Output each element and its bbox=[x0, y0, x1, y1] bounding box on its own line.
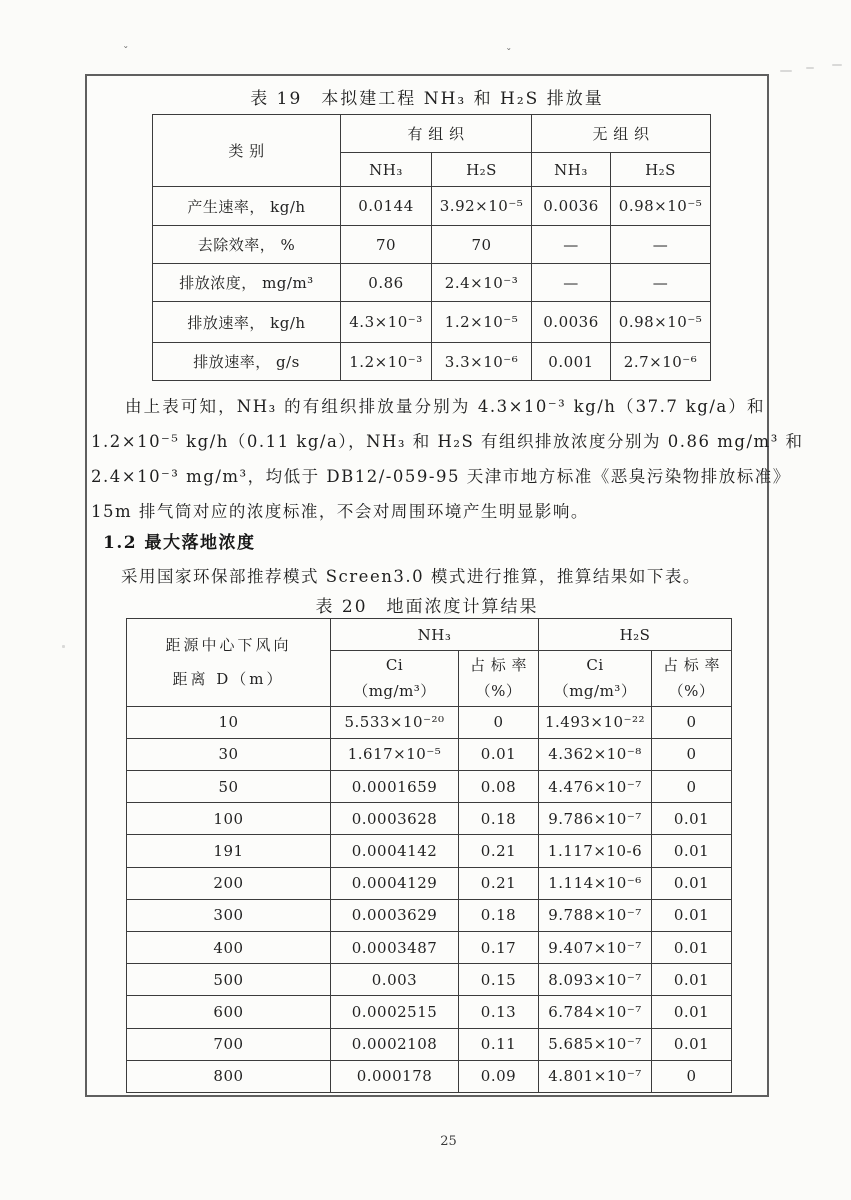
ci-unit: （mg/m³） bbox=[553, 682, 637, 701]
cell: — bbox=[611, 264, 711, 302]
cell: 0.01 bbox=[652, 867, 732, 899]
cell: 0.11 bbox=[459, 1028, 539, 1060]
cell: 0.000178 bbox=[331, 1060, 459, 1092]
table19-header-h2s: H₂S bbox=[611, 153, 711, 187]
cell: 0.21 bbox=[459, 867, 539, 899]
cell: 10 bbox=[127, 706, 331, 738]
cell: 0.001 bbox=[532, 343, 611, 381]
cell: 700 bbox=[127, 1028, 331, 1060]
cell: 0 bbox=[459, 706, 539, 738]
table20-header-h2s: H₂S bbox=[539, 619, 732, 651]
row-label: 排放速率， g/s bbox=[153, 343, 341, 381]
cell: 0.0036 bbox=[532, 187, 611, 226]
cell: 0.17 bbox=[459, 931, 539, 963]
cell: 0.01 bbox=[652, 1028, 732, 1060]
table-row bbox=[127, 770, 732, 802]
scan-artifact-speck bbox=[806, 67, 814, 69]
section-heading: 1.2 最大落地浓度 bbox=[103, 533, 256, 553]
cell: 0.0144 bbox=[341, 187, 432, 226]
row-label: 排放速率， kg/h bbox=[153, 302, 341, 343]
cell: 8.093×10⁻⁷ bbox=[539, 964, 652, 996]
cell: 0.13 bbox=[459, 996, 539, 1028]
cell: 300 bbox=[127, 899, 331, 931]
cell: 2.7×10⁻⁶ bbox=[611, 343, 711, 381]
cell: 0 bbox=[652, 770, 732, 802]
cell: 70 bbox=[341, 226, 432, 264]
cell: 6.784×10⁻⁷ bbox=[539, 996, 652, 1028]
scan-artifact-tick: ˇ bbox=[123, 45, 129, 58]
cell: 9.786×10⁻⁷ bbox=[539, 803, 652, 835]
ci-unit: （mg/m³） bbox=[353, 682, 436, 701]
table20-ground-concentration bbox=[126, 618, 732, 1093]
cell: 4.476×10⁻⁷ bbox=[539, 770, 652, 802]
ci-label: Ci bbox=[385, 656, 404, 675]
cell: 100 bbox=[127, 803, 331, 835]
cell: 30 bbox=[127, 738, 331, 770]
cell: 0.0036 bbox=[532, 302, 611, 343]
cell: 4.801×10⁻⁷ bbox=[539, 1060, 652, 1092]
cell: 200 bbox=[127, 867, 331, 899]
table20-header-ci-nh3 bbox=[331, 651, 459, 706]
cell: 0.0003629 bbox=[331, 899, 459, 931]
cell: 0.01 bbox=[652, 803, 732, 835]
cell: 0.21 bbox=[459, 835, 539, 867]
cell: 0.0003487 bbox=[331, 931, 459, 963]
scan-artifact-speck bbox=[832, 64, 842, 66]
cell: 191 bbox=[127, 835, 331, 867]
scan-artifact-tick: ˇ bbox=[506, 47, 512, 60]
table19-header-organized: 有 组 织 bbox=[341, 115, 532, 153]
cell: 1.114×10⁻⁶ bbox=[539, 867, 652, 899]
body-paragraph-line: 15m 排气筒对应的浓度标准，不会对周围环境产生明显影响。 bbox=[91, 502, 589, 521]
cell: 500 bbox=[127, 964, 331, 996]
cell: 0 bbox=[652, 1060, 732, 1092]
cell: 400 bbox=[127, 931, 331, 963]
cell: 0.01 bbox=[652, 835, 732, 867]
section-intro: 采用国家环保部推荐模式 Screen3.0 模式进行推算，推算结果如下表。 bbox=[121, 567, 701, 586]
cell: 0.86 bbox=[341, 264, 432, 302]
table-row bbox=[127, 738, 732, 770]
cell: 1.2×10⁻⁵ bbox=[432, 302, 532, 343]
table-row bbox=[127, 996, 732, 1028]
cell: — bbox=[532, 264, 611, 302]
ratio-label: 占 标 率 bbox=[469, 656, 528, 675]
cell: 3.3×10⁻⁶ bbox=[432, 343, 532, 381]
cell: 0 bbox=[652, 738, 732, 770]
table19-header-nh3: NH₃ bbox=[532, 153, 611, 187]
table20-header-ratio-h2s bbox=[652, 651, 732, 706]
ratio-unit: （%） bbox=[475, 682, 522, 701]
cell: 0.01 bbox=[652, 996, 732, 1028]
cell: 0 bbox=[652, 706, 732, 738]
cell: 9.407×10⁻⁷ bbox=[539, 931, 652, 963]
cell: 0.01 bbox=[459, 738, 539, 770]
cell: 0.98×10⁻⁵ bbox=[611, 187, 711, 226]
table-row bbox=[127, 706, 732, 738]
cell: 0.0001659 bbox=[331, 770, 459, 802]
ratio-label: 占 标 率 bbox=[662, 656, 721, 675]
table20-header-nh3: NH₃ bbox=[331, 619, 539, 651]
cell: 0.01 bbox=[652, 964, 732, 996]
cell: 0.0003628 bbox=[331, 803, 459, 835]
table-row bbox=[127, 964, 732, 996]
cell: 0.0004142 bbox=[331, 835, 459, 867]
cell: — bbox=[532, 226, 611, 264]
cell: — bbox=[611, 226, 711, 264]
cell: 70 bbox=[432, 226, 532, 264]
scan-artifact-speck bbox=[62, 645, 65, 648]
table-row bbox=[127, 931, 732, 963]
cell: 0.0002108 bbox=[331, 1028, 459, 1060]
table-row bbox=[153, 343, 711, 381]
table-row bbox=[153, 226, 711, 264]
table-row bbox=[153, 187, 711, 226]
table20-header-ci-h2s bbox=[539, 651, 652, 706]
cell: 1.617×10⁻⁵ bbox=[331, 738, 459, 770]
table20-header-ratio-nh3 bbox=[459, 651, 539, 706]
ratio-unit: （%） bbox=[668, 682, 715, 701]
cell: 0.0004129 bbox=[331, 867, 459, 899]
cell: 0.15 bbox=[459, 964, 539, 996]
body-paragraph-line: 2.4×10⁻³ mg/m³，均低于 DB12/-059-95 天津市地方标准《恶臭污染物排放标准》 bbox=[91, 467, 791, 486]
body-paragraph-line: 1.2×10⁻⁵ kg/h（0.11 kg/a），NH₃ 和 H₂S 有组织排放浓度分别为 0.86 mg/m³ 和 bbox=[91, 432, 804, 451]
cell: 0.18 bbox=[459, 803, 539, 835]
row-label: 去除效率， % bbox=[153, 226, 341, 264]
table19-emissions bbox=[152, 114, 711, 381]
cell: 4.3×10⁻³ bbox=[341, 302, 432, 343]
cell: 5.685×10⁻⁷ bbox=[539, 1028, 652, 1060]
table19-caption: 表 19 本拟建工程 NH₃ 和 H₂S 排放量 bbox=[250, 89, 604, 109]
table19-header-nh3: NH₃ bbox=[341, 153, 432, 187]
body-paragraph-line: 由上表可知，NH₃ 的有组织排放量分别为 4.3×10⁻³ kg/h（37.7 kg/a）和 bbox=[125, 397, 765, 416]
table-row bbox=[153, 264, 711, 302]
cell: 0.01 bbox=[652, 899, 732, 931]
table-row bbox=[153, 302, 711, 343]
cell: 2.4×10⁻³ bbox=[432, 264, 532, 302]
cell: 4.362×10⁻⁸ bbox=[539, 738, 652, 770]
table-row bbox=[127, 867, 732, 899]
cell: 3.92×10⁻⁵ bbox=[432, 187, 532, 226]
cell: 1.493×10⁻²² bbox=[539, 706, 652, 738]
distance-label-line1: 距源中心下风向 bbox=[165, 635, 292, 654]
table-row bbox=[127, 1028, 732, 1060]
cell: 0.003 bbox=[331, 964, 459, 996]
cell: 9.788×10⁻⁷ bbox=[539, 899, 652, 931]
cell: 1.2×10⁻³ bbox=[341, 343, 432, 381]
distance-label-line2: 距离 D（m） bbox=[172, 670, 285, 689]
scan-artifact-speck bbox=[780, 70, 792, 72]
row-label: 产生速率， kg/h bbox=[153, 187, 341, 226]
table19-header-unorganized: 无 组 织 bbox=[532, 115, 711, 153]
ci-label: Ci bbox=[586, 656, 604, 675]
cell: 0.0002515 bbox=[331, 996, 459, 1028]
table-row bbox=[127, 835, 732, 867]
table20-caption: 表 20 地面浓度计算结果 bbox=[315, 597, 539, 617]
table-row bbox=[127, 1060, 732, 1092]
table19-header-h2s: H₂S bbox=[432, 153, 532, 187]
cell: 0.01 bbox=[652, 931, 732, 963]
page-number: 25 bbox=[440, 1134, 457, 1149]
cell: 5.533×10⁻²⁰ bbox=[331, 706, 459, 738]
cell: 0.98×10⁻⁵ bbox=[611, 302, 711, 343]
cell: 800 bbox=[127, 1060, 331, 1092]
cell: 600 bbox=[127, 996, 331, 1028]
row-label: 排放浓度， mg/m³ bbox=[153, 264, 341, 302]
cell: 0.18 bbox=[459, 899, 539, 931]
table19-header-category: 类 别 bbox=[153, 115, 341, 187]
page-frame bbox=[85, 74, 804, 1097]
cell: 50 bbox=[127, 770, 331, 802]
table-row bbox=[127, 803, 732, 835]
table-row bbox=[127, 899, 732, 931]
cell: 0.09 bbox=[459, 1060, 539, 1092]
table20-header-distance bbox=[127, 619, 331, 707]
cell: 1.117×10-6 bbox=[539, 835, 652, 867]
cell: 0.08 bbox=[459, 770, 539, 802]
